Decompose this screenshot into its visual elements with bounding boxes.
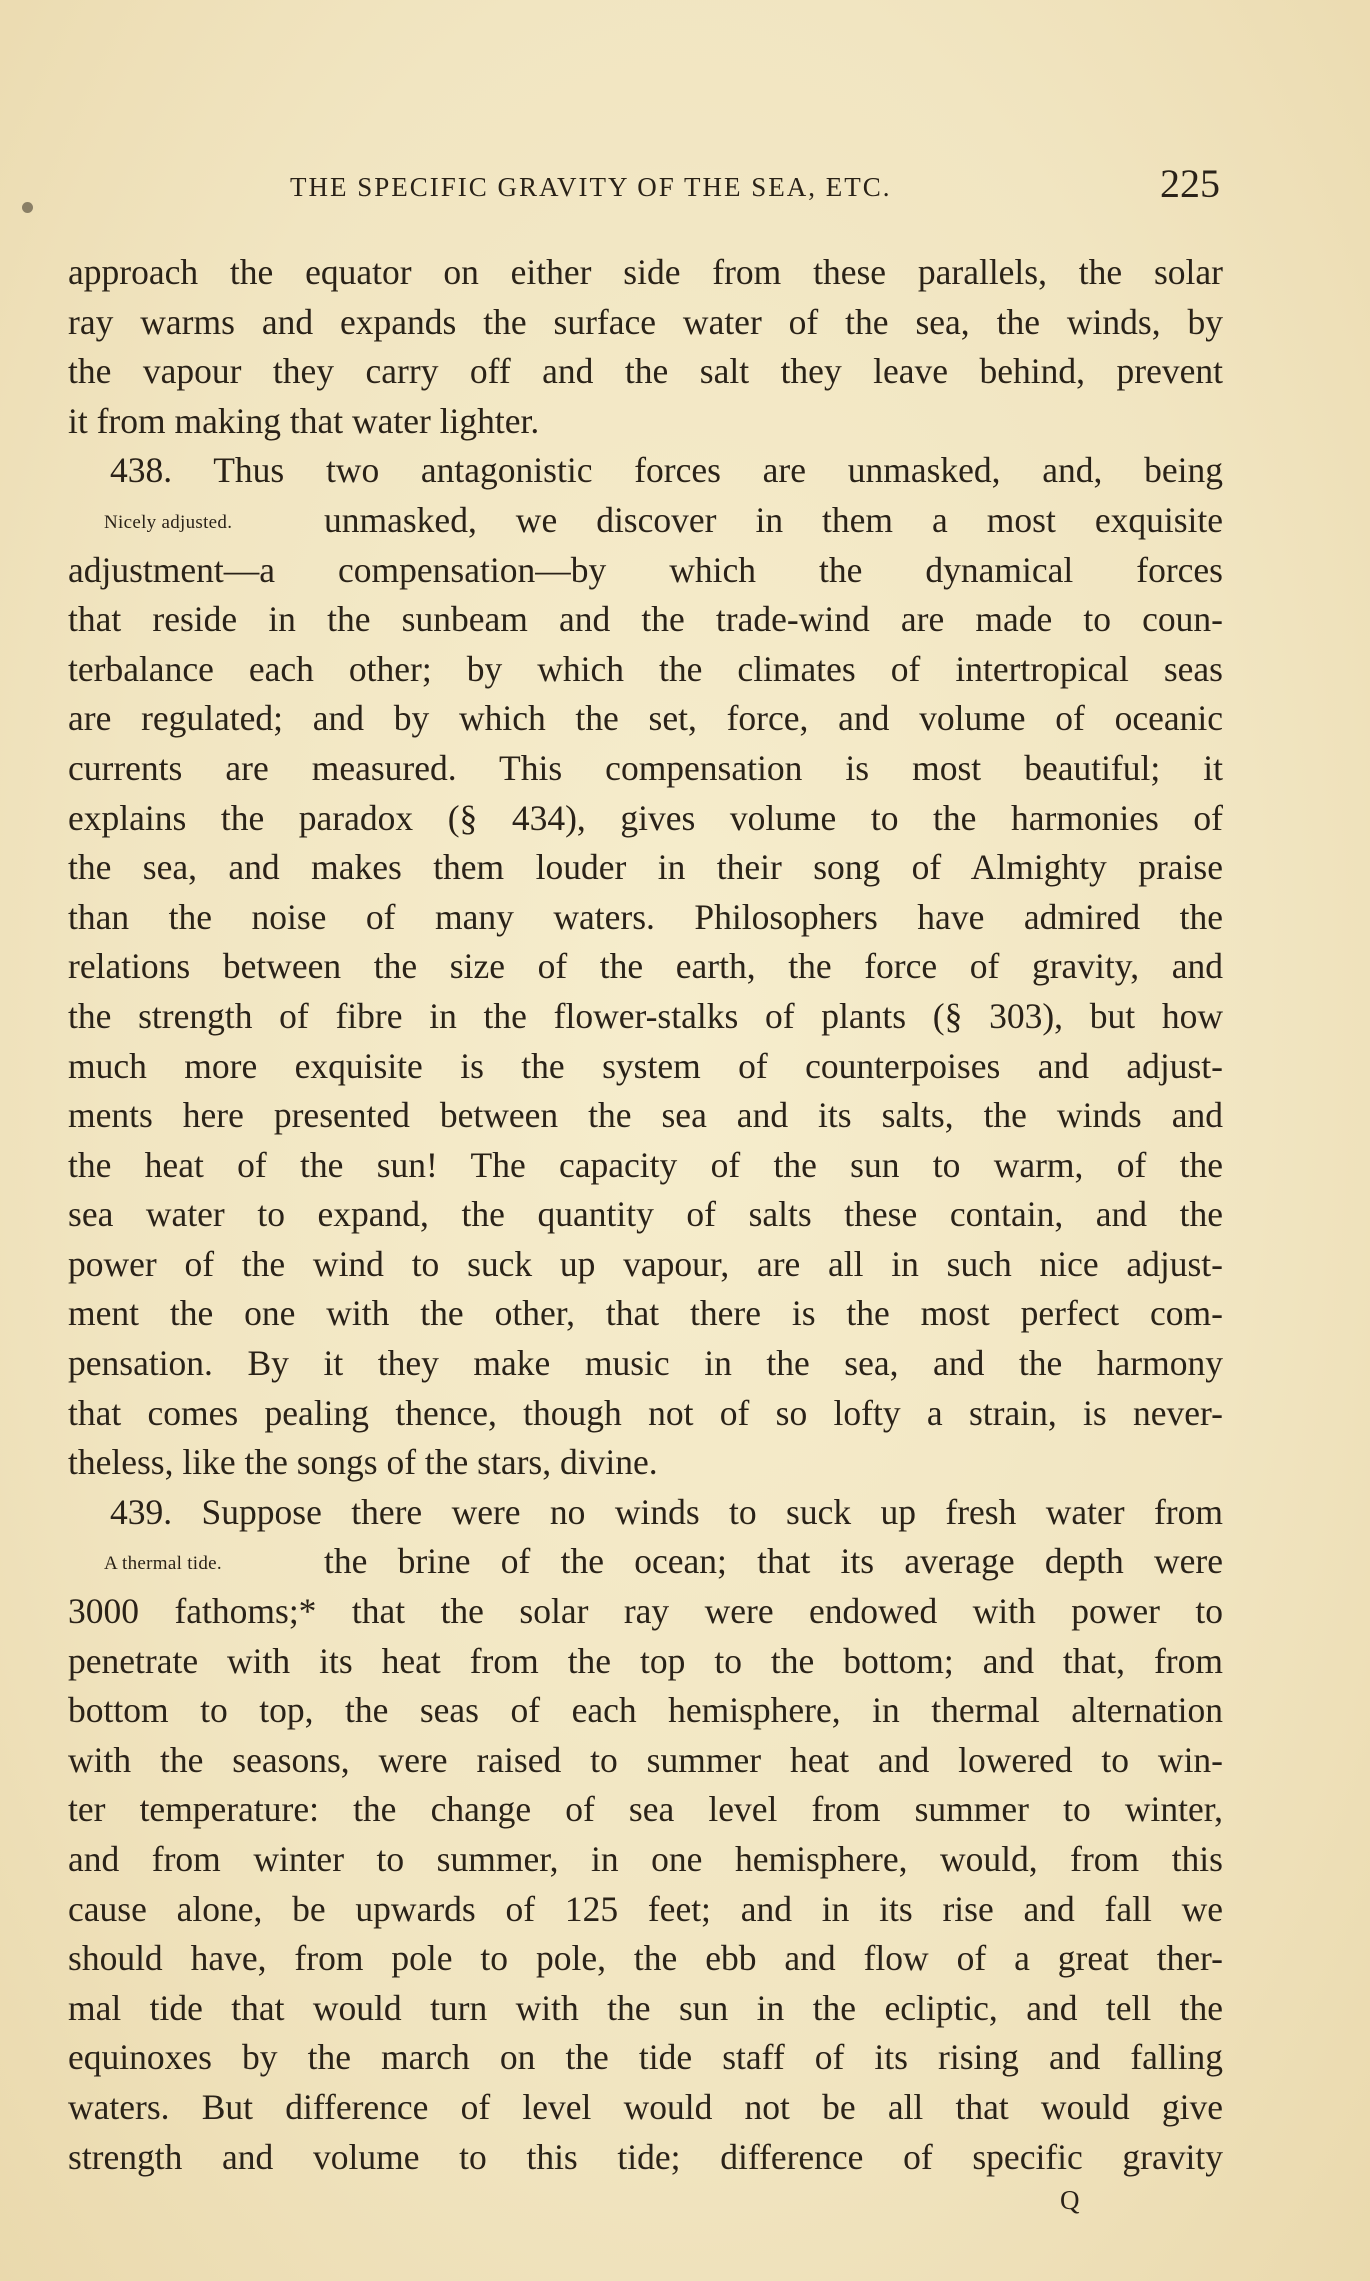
ink-speck [22, 202, 33, 213]
text-line: the sea, and makes them louder in their song of Almighty praise [68, 847, 1223, 888]
text-line: explains the paradox (§ 434), gives volume to the harmonies of [68, 797, 1223, 838]
text-line: penetrate with its heat from the top to the bottom; and that, from [68, 1640, 1223, 1681]
signature-mark: Q [1060, 2185, 1080, 2215]
text-line: cause alone, be upwards of 125 feet; and in its rise and fall we [68, 1888, 1223, 1929]
text-line: approach the equator on either side from these parallels, the solar [68, 252, 1223, 292]
text-line: the vapour they carry off and the salt they leave behind, prevent [68, 351, 1223, 392]
paragraph-439-start: 439. Suppose there were no winds to suck up fresh water from [110, 1491, 1223, 1532]
text-line: than the noise of many waters. Philosophers have admired the [68, 896, 1223, 937]
text-line: relations between the size of the earth, the force of gravity, and [68, 946, 1223, 987]
text-line-with-sidenote [68, 496, 1223, 546]
text-line: are regulated; and by which the set, force, and volume of oceanic [68, 698, 1223, 739]
text-line: sea water to expand, the quantity of salts these contain, and the [68, 1194, 1223, 1235]
text-line: it from making that water lighter. [68, 400, 540, 441]
text-line: with the seasons, were raised to summer heat and lowered to win- [68, 1739, 1223, 1780]
text-line: equinoxes by the march on the tide staff of its rising and falling [68, 2037, 1223, 2078]
running-head [290, 160, 1220, 210]
text-line: waters. But difference of level would not be all that would give [68, 2086, 1223, 2127]
page-number: 225 [1160, 161, 1220, 206]
text-line: 3000 fathoms;* that the solar ray were endowed with power to [68, 1591, 1223, 1632]
text-line: ray warms and expands the surface water of the sea, the winds, by [68, 301, 1223, 342]
text-line: bottom to top, the seas of each hemisphere, in thermal alternation [68, 1690, 1223, 1731]
body-text [68, 248, 1223, 2182]
text-line: much more exquisite is the system of counterpoises and adjust- [68, 1045, 1223, 1086]
text-line: mal tide that would turn with the sun in the ecliptic, and tell the [68, 1987, 1223, 2028]
text-line: that reside in the sunbeam and the trade-wind are made to coun- [68, 599, 1223, 640]
paragraph-438-start: 438. Thus two antagonistic forces are unmasked, and, being [110, 450, 1223, 491]
text-line: pensation. By it they make music in the sea, and the harmony [68, 1343, 1223, 1384]
text-line-with-sidenote [68, 1537, 1223, 1587]
running-title: THE SPECIFIC GRAVITY OF THE SEA, ETC. [290, 172, 892, 202]
text-line: the brine of the ocean; that its average depth were [324, 1541, 1223, 1582]
text-line: power of the wind to suck up vapour, are all in such nice adjust- [68, 1243, 1223, 1284]
sidenote-thermal-tide: A thermal tide. [104, 1553, 222, 1575]
text-line: strength and volume to this tide; difference of specific gravity [68, 2136, 1223, 2177]
text-line: unmasked, we discover in them a most exquisite [324, 499, 1223, 540]
text-line: that comes pealing thence, though not of so lofty a strain, is never- [68, 1392, 1223, 1433]
text-line: ments here presented between the sea and its salts, the winds and [68, 1095, 1223, 1136]
text-line: and from winter to summer, in one hemisphere, would, from this [68, 1839, 1223, 1879]
text-line: adjustment—a compensation—by which the dynamical forces [68, 549, 1223, 590]
text-line: the heat of the sun! The capacity of the sun to warm, of the [68, 1144, 1223, 1185]
text-line: ment the one with the other, that there is the most perfect com- [68, 1293, 1223, 1334]
text-line: currents are measured. This compensation is most beautiful; it [68, 747, 1223, 788]
text-line: should have, from pole to pole, the ebb and flow of a great ther- [68, 1938, 1223, 1979]
text-line: theless, like the songs of the stars, divine. [68, 1442, 658, 1483]
text-line: terbalance each other; by which the climates of intertropical seas [68, 648, 1223, 689]
text-line: the strength of fibre in the flower-stalks of plants (§ 303), but how [68, 995, 1223, 1036]
text-line: ter temperature: the change of sea level from summer to winter, [68, 1789, 1223, 1830]
sidenote-nicely-adjusted: Nicely adjusted. [104, 511, 233, 533]
